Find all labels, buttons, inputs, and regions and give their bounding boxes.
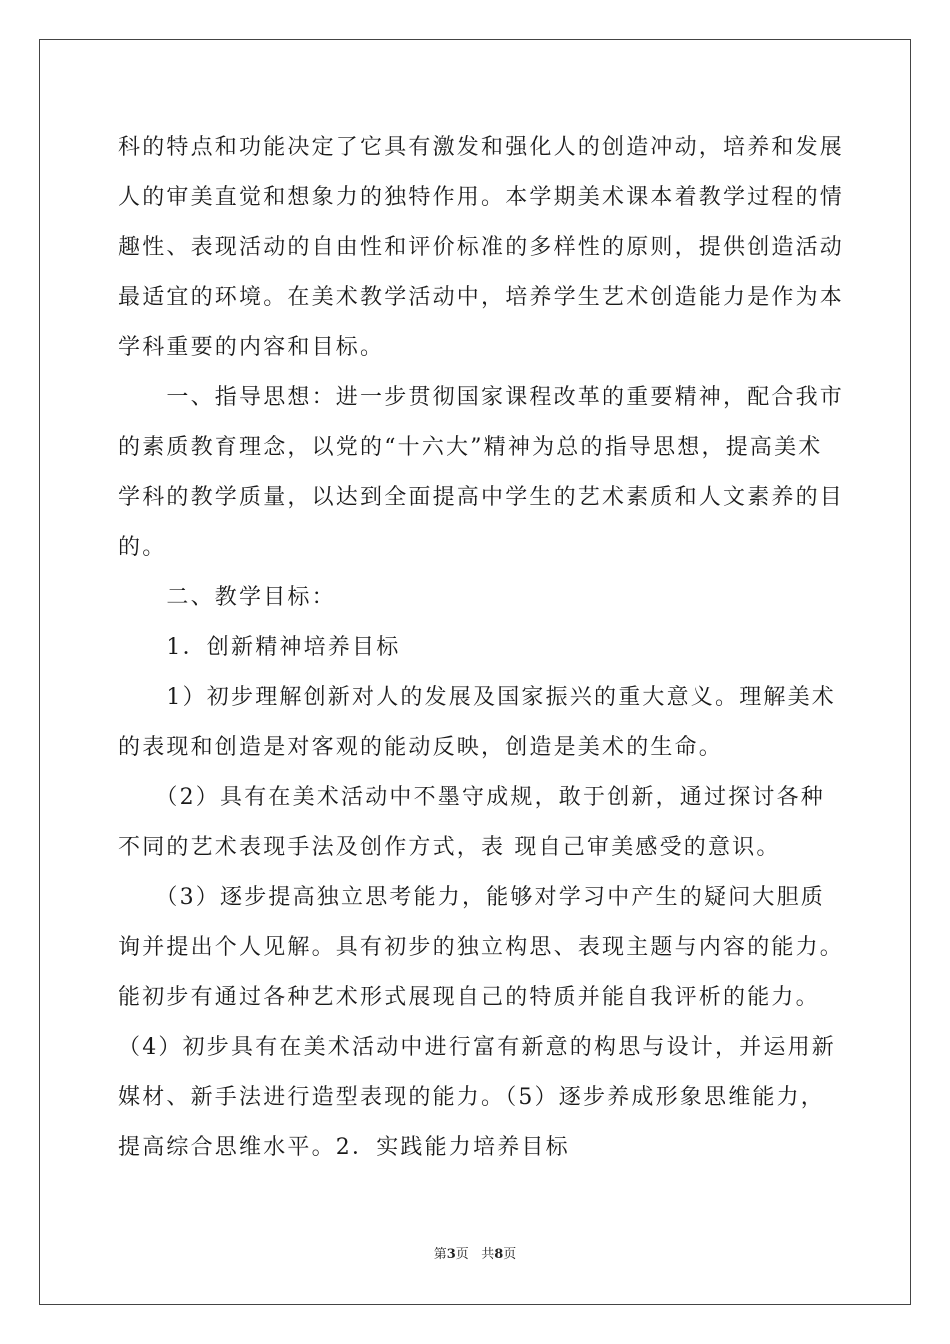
page-footer [0,1246,950,1264]
text-line: 学科重要的内容和目标。 [118,335,385,360]
text-line: 1）初步理解创新对人的发展及国家振兴的重大意义。理解美术 [118,685,836,710]
total-suffix: 页 [503,1247,517,1262]
text-line: 人的审美直觉和想象力的独特作用。本学期美术课本着教学过程的情 [118,185,845,210]
total-pages: 8 [494,1247,504,1262]
subsection-heading: 1．创新精神培养目标 [118,635,401,660]
text-line: 的素质教育理念，以党的“十六大”精神为总的指导思想，提高美术 [118,435,823,460]
text-line: 最适宜的环境。在美术教学活动中，培养学生艺术创造能力是作为本 [118,285,845,310]
text-line: 的。 [118,535,167,560]
text-line: 学科的教学质量，以达到全面提高中学生的艺术素质和人文素养的目 [118,485,845,510]
page-suffix: 页 [455,1247,469,1262]
section-heading: 二、教学目标： [118,585,336,610]
text-line: 提高综合思维水平。2．实践能力培养目标 [118,1135,570,1160]
text-line: （3）逐步提高独立思考能力，能够对学习中产生的疑问大胆质 [118,885,825,910]
page-prefix: 第 [433,1247,447,1262]
text-line: 不同的艺术表现手法及创作方式，表 现自己审美感受的意识。 [118,835,781,860]
text-line: 趣性、表现活动的自由性和评价标准的多样性的原则，提供创造活动 [118,235,845,260]
page-number: 3 [446,1247,456,1262]
total-prefix: 共 [481,1247,495,1262]
text-line: 的表现和创造是对客观的能动反映，创造是美术的生命。 [118,735,724,760]
text-line: 询并提出个人见解。具有初步的独立构思、表现主题与内容的能力。 [118,935,845,960]
text-line: 媒材、新手法进行造型表现的能力。（5）逐步养成形象思维能力， [118,1085,825,1110]
page-border [39,39,911,1305]
text-line: 科的特点和功能决定了它具有激发和强化人的创造冲动，培养和发展 [118,135,845,160]
text-line: 能初步有通过各种艺术形式展现自己的特质并能自我评析的能力。 [118,985,820,1010]
text-line: （2）具有在美术活动中不墨守成规，敢于创新，通过探讨各种 [118,785,825,810]
text-line: （4）初步具有在美术活动中进行富有新意的构思与设计，并运用新 [118,1035,836,1060]
text-line: 一、指导思想：进一步贯彻国家课程改革的重要精神，配合我市 [118,385,845,410]
